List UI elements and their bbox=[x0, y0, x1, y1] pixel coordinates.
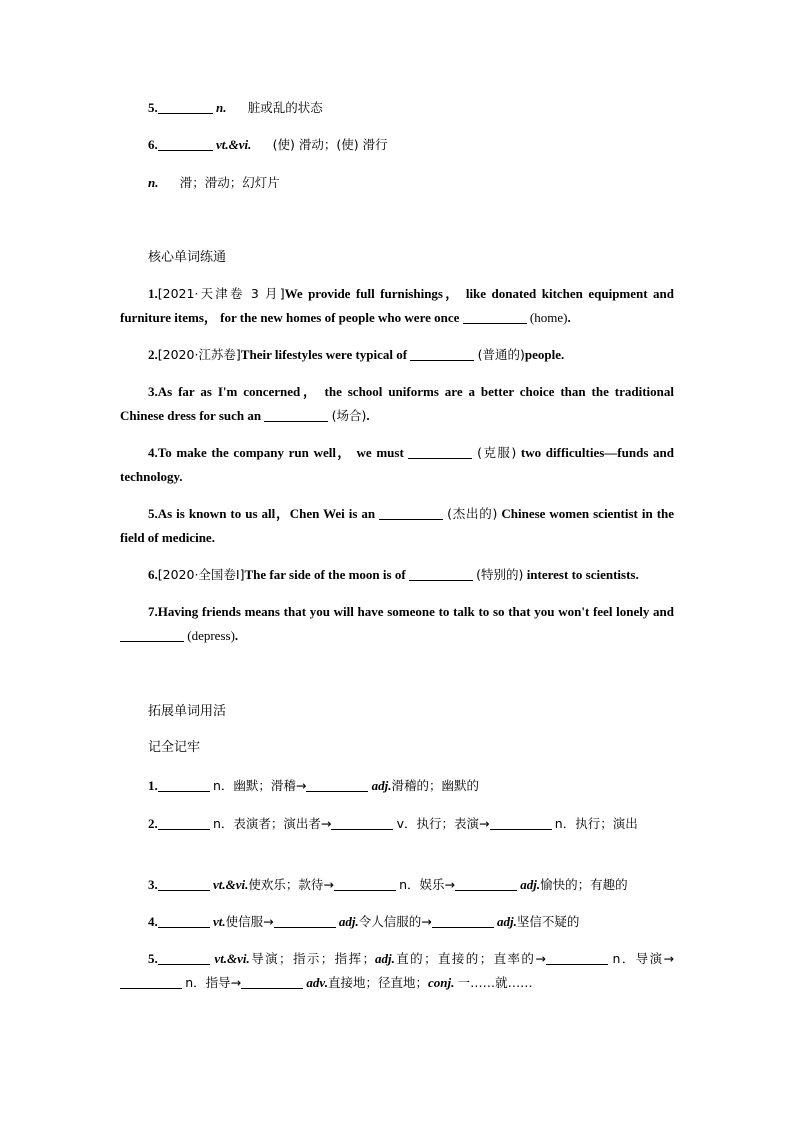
part-of-speech: vt.&vi. bbox=[216, 137, 252, 152]
answer-blank[interactable] bbox=[432, 913, 494, 928]
answer-blank[interactable] bbox=[120, 974, 182, 989]
answer-blank[interactable] bbox=[241, 974, 303, 989]
answer-blank[interactable] bbox=[490, 815, 552, 830]
vocab-item-6-extra bbox=[148, 171, 280, 195]
exercise-2: 2.[2020·江苏卷]Their lifestyles were typical of (普通的)people. bbox=[148, 347, 565, 362]
extension-item-2: 2. n．表演者；演出者→ v．执行；表演→ n．执行；演出 bbox=[148, 816, 638, 831]
section-title-extended-words: 拓展单词用活 bbox=[148, 704, 227, 719]
exercise-7: 7.Having friends means that you will have someone to talk to so that you won't feel lonely and (depress). bbox=[120, 600, 674, 648]
section-title-core-words: 核心单词练通 bbox=[148, 250, 227, 265]
extension-item-4: 4. vt.使信服→ adj.令人信服的→ adj.坚信不疑的 bbox=[148, 914, 580, 929]
answer-blank[interactable] bbox=[264, 407, 328, 422]
answer-blank[interactable] bbox=[331, 815, 393, 830]
item-number: 6. bbox=[148, 137, 158, 152]
answer-blank[interactable] bbox=[546, 950, 608, 965]
answer-blank[interactable] bbox=[455, 876, 517, 891]
chinese-meaning: 滑；滑动；幻灯片 bbox=[179, 175, 280, 190]
chinese-meaning: 脏或乱的状态 bbox=[247, 100, 323, 115]
answer-blank[interactable] bbox=[379, 505, 443, 520]
answer-blank[interactable] bbox=[120, 627, 184, 642]
answer-blank[interactable] bbox=[334, 876, 396, 891]
vocab-item-5 bbox=[148, 96, 323, 120]
answer-blank[interactable] bbox=[158, 815, 210, 830]
extension-item-5: 5. vt.&vi.导演；指示；指挥；adj.直的；直接的；直率的→ n．导演→ n．指导→ adv.直接地；径直地；conj. 一……就…… bbox=[120, 947, 674, 995]
part-of-speech: n. bbox=[148, 175, 159, 190]
answer-blank[interactable] bbox=[274, 913, 336, 928]
answer-blank[interactable] bbox=[158, 136, 213, 151]
answer-blank[interactable] bbox=[158, 99, 213, 114]
answer-blank[interactable] bbox=[306, 777, 368, 792]
chinese-meaning: (使) 滑动；(使) 滑行 bbox=[272, 137, 388, 152]
answer-blank[interactable] bbox=[409, 566, 473, 581]
vocab-item-6 bbox=[148, 133, 388, 157]
answer-blank[interactable] bbox=[158, 876, 210, 891]
extension-item-3: 3. vt.&vi.使欢乐；款待→ n．娱乐→ adj.愉快的；有趣的 bbox=[148, 877, 628, 892]
item-number: 5. bbox=[148, 100, 158, 115]
answer-blank[interactable] bbox=[158, 777, 210, 792]
exercise-5: 5.As is known to us all，Chen Wei is an (杰出的) Chinese women scientist in the field of medicine. bbox=[120, 506, 675, 545]
answer-blank[interactable] bbox=[158, 913, 210, 928]
exercise-1: 1.[2021·天津卷 3 月]We provide full furnishings， like donated kitchen equipment and furniture items， for the new homes of people who were once (home). bbox=[120, 286, 674, 325]
answer-blank[interactable] bbox=[410, 346, 474, 361]
answer-blank[interactable] bbox=[408, 444, 472, 459]
exercise-4: 4.To make the company run well， we must (克服) two difficulties—funds and technology. bbox=[120, 445, 675, 484]
answer-blank[interactable] bbox=[463, 309, 527, 324]
answer-blank[interactable] bbox=[158, 950, 210, 965]
extension-item-1: 1. n．幽默；滑稽→ adj.滑稽的；幽默的 bbox=[148, 778, 480, 793]
section-subtitle: 记全记牢 bbox=[148, 740, 201, 755]
part-of-speech: n. bbox=[216, 100, 227, 115]
exercise-6: 6.[2020·全国卷Ⅰ]The far side of the moon is of (特别的) interest to scientists. bbox=[148, 567, 639, 582]
exercise-3: 3.As far as I'm concerned， the school uniforms are a better choice than the traditional Chinese dress for such an (场合). bbox=[120, 384, 674, 423]
